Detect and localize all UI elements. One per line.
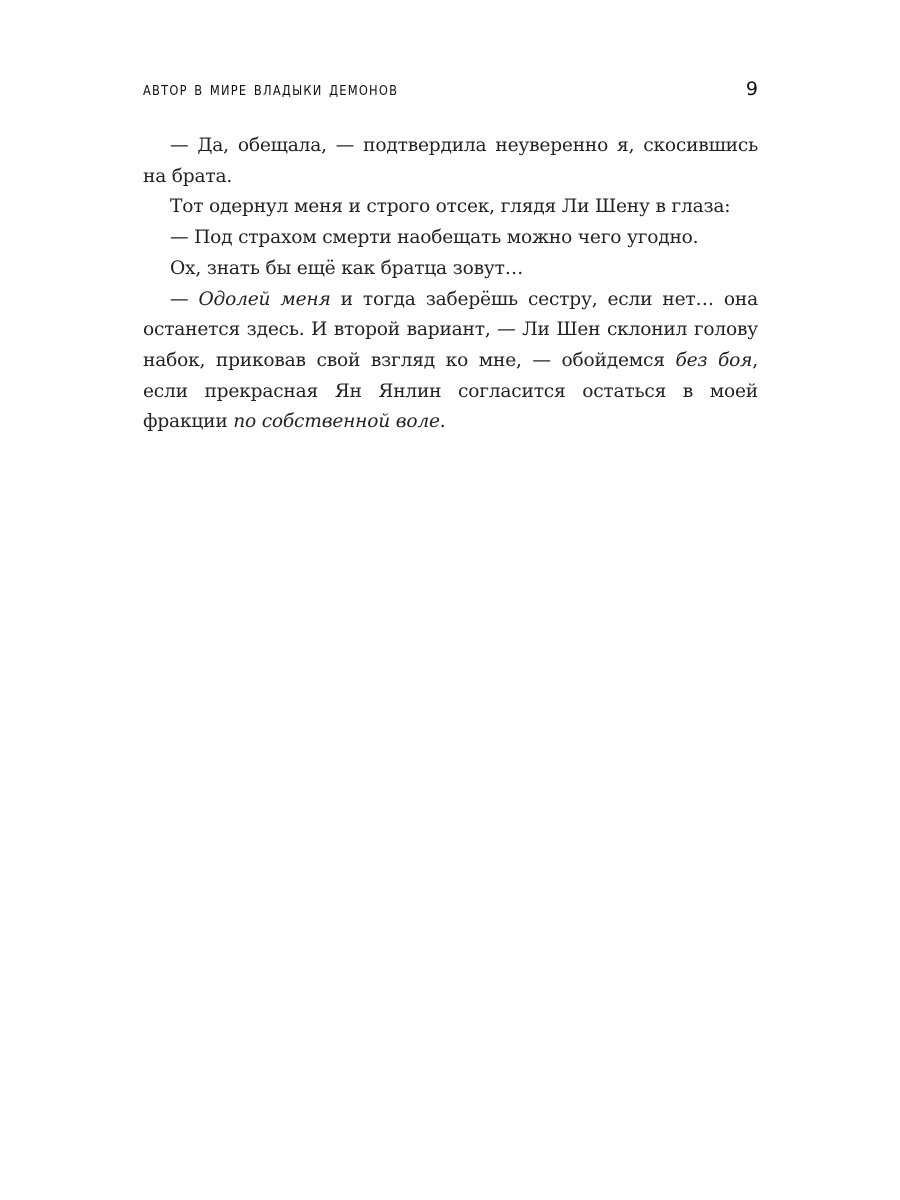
paragraph-5-text: — [170, 288, 199, 310]
paragraph-5-text: . [439, 411, 446, 433]
body-text [143, 131, 758, 438]
paragraph-5-italic: без боя [675, 349, 753, 371]
running-head [143, 74, 758, 110]
paragraph-1: — Да, обещала, — подтвердила неуверенно я, скосившись на брата. [143, 135, 758, 187]
running-title: автор в мире владыки демонов [143, 78, 399, 100]
paragraph-4: Ох, знать бы ещё как братца зовут… [170, 257, 524, 279]
paragraph-3: — Под страхом смерти наобещать можно чего угодно. [170, 227, 699, 249]
paragraph-2: Тот одернул меня и строго отсек, глядя Ли Шену в глаза: [170, 196, 731, 218]
paragraph-5-italic: по собственной воле [233, 411, 440, 433]
page-number: 9 [745, 78, 758, 100]
paragraph-5-text: , если прекрасная Ян Янлин согласится остаться в моей фракции [143, 349, 758, 433]
paragraph-5-italic: Одолей меня [198, 288, 331, 310]
paragraph-5 [143, 285, 758, 439]
paragraph-5-text: и тогда заберёшь сестру, если нет… она останется здесь. И второй вариант, — Ли Шен склонил голову набок, приковав свой взгляд ко мне, — обойдемся [143, 288, 758, 371]
